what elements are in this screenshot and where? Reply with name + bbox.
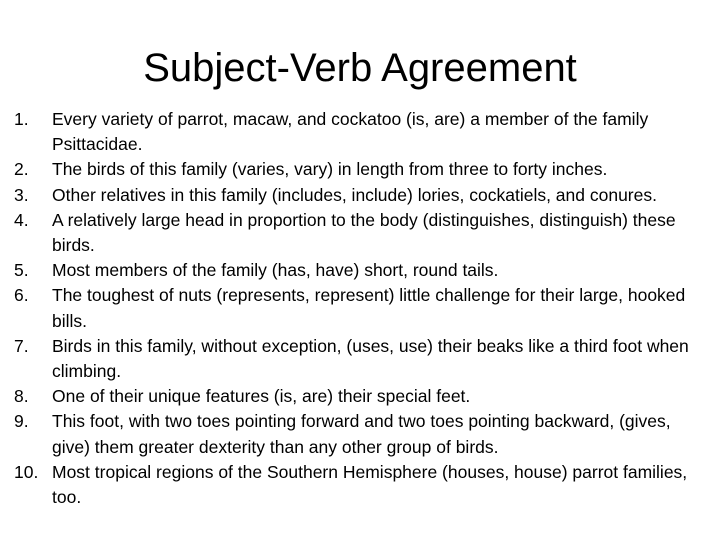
item-number: 5. bbox=[14, 260, 29, 281]
list-item bbox=[14, 183, 710, 208]
item-number: 4. bbox=[14, 209, 29, 230]
list-item bbox=[14, 409, 710, 459]
list-item bbox=[14, 384, 710, 409]
item-number: 6. bbox=[14, 285, 29, 306]
item-text: Most members of the family (has, have) short, round tails. bbox=[52, 260, 499, 281]
list-item bbox=[14, 460, 710, 510]
slide-title: Subject-Verb Agreement bbox=[143, 46, 577, 90]
item-number: 9. bbox=[14, 411, 29, 432]
list-item bbox=[14, 157, 710, 182]
item-text: A relatively large head in proportion to the body (distinguishes, distinguish) these birds. bbox=[52, 209, 676, 256]
list-item bbox=[14, 258, 710, 283]
item-text: Every variety of parrot, macaw, and cockatoo (is, are) a member of the family Psittacidae. bbox=[52, 109, 649, 155]
item-text: Other relatives in this family (includes, include) lories, cockatiels, and conures. bbox=[52, 184, 657, 205]
item-text: The toughest of nuts (represents, represent) little challenge for their large, hooked bills. bbox=[52, 285, 686, 331]
item-number: 1. bbox=[14, 109, 29, 129]
item-text: One of their unique features (is, are) their special feet. bbox=[52, 386, 471, 407]
item-text: Birds in this family, without exception, (uses, use) their beaks like a third foot when climbing. bbox=[52, 335, 689, 382]
exercise-list bbox=[14, 107, 710, 510]
item-number: 3. bbox=[14, 184, 29, 205]
item-number: 7. bbox=[14, 335, 29, 356]
list-item bbox=[14, 283, 710, 333]
list-item bbox=[14, 334, 710, 384]
list-item bbox=[14, 208, 710, 258]
list-item bbox=[14, 107, 710, 157]
item-text: The birds of this family (varies, vary) in length from three to forty inches. bbox=[52, 159, 608, 180]
item-number: 10. bbox=[14, 461, 39, 482]
item-number: 2. bbox=[14, 159, 29, 180]
item-text: This foot, with two toes pointing forward and two toes pointing backward, (gives, give) them greater dexterity than any other group of birds. bbox=[52, 411, 671, 457]
item-number: 8. bbox=[14, 386, 29, 407]
item-text: Most tropical regions of the Southern Hemisphere (houses, house) parrot families, too. bbox=[52, 461, 688, 508]
